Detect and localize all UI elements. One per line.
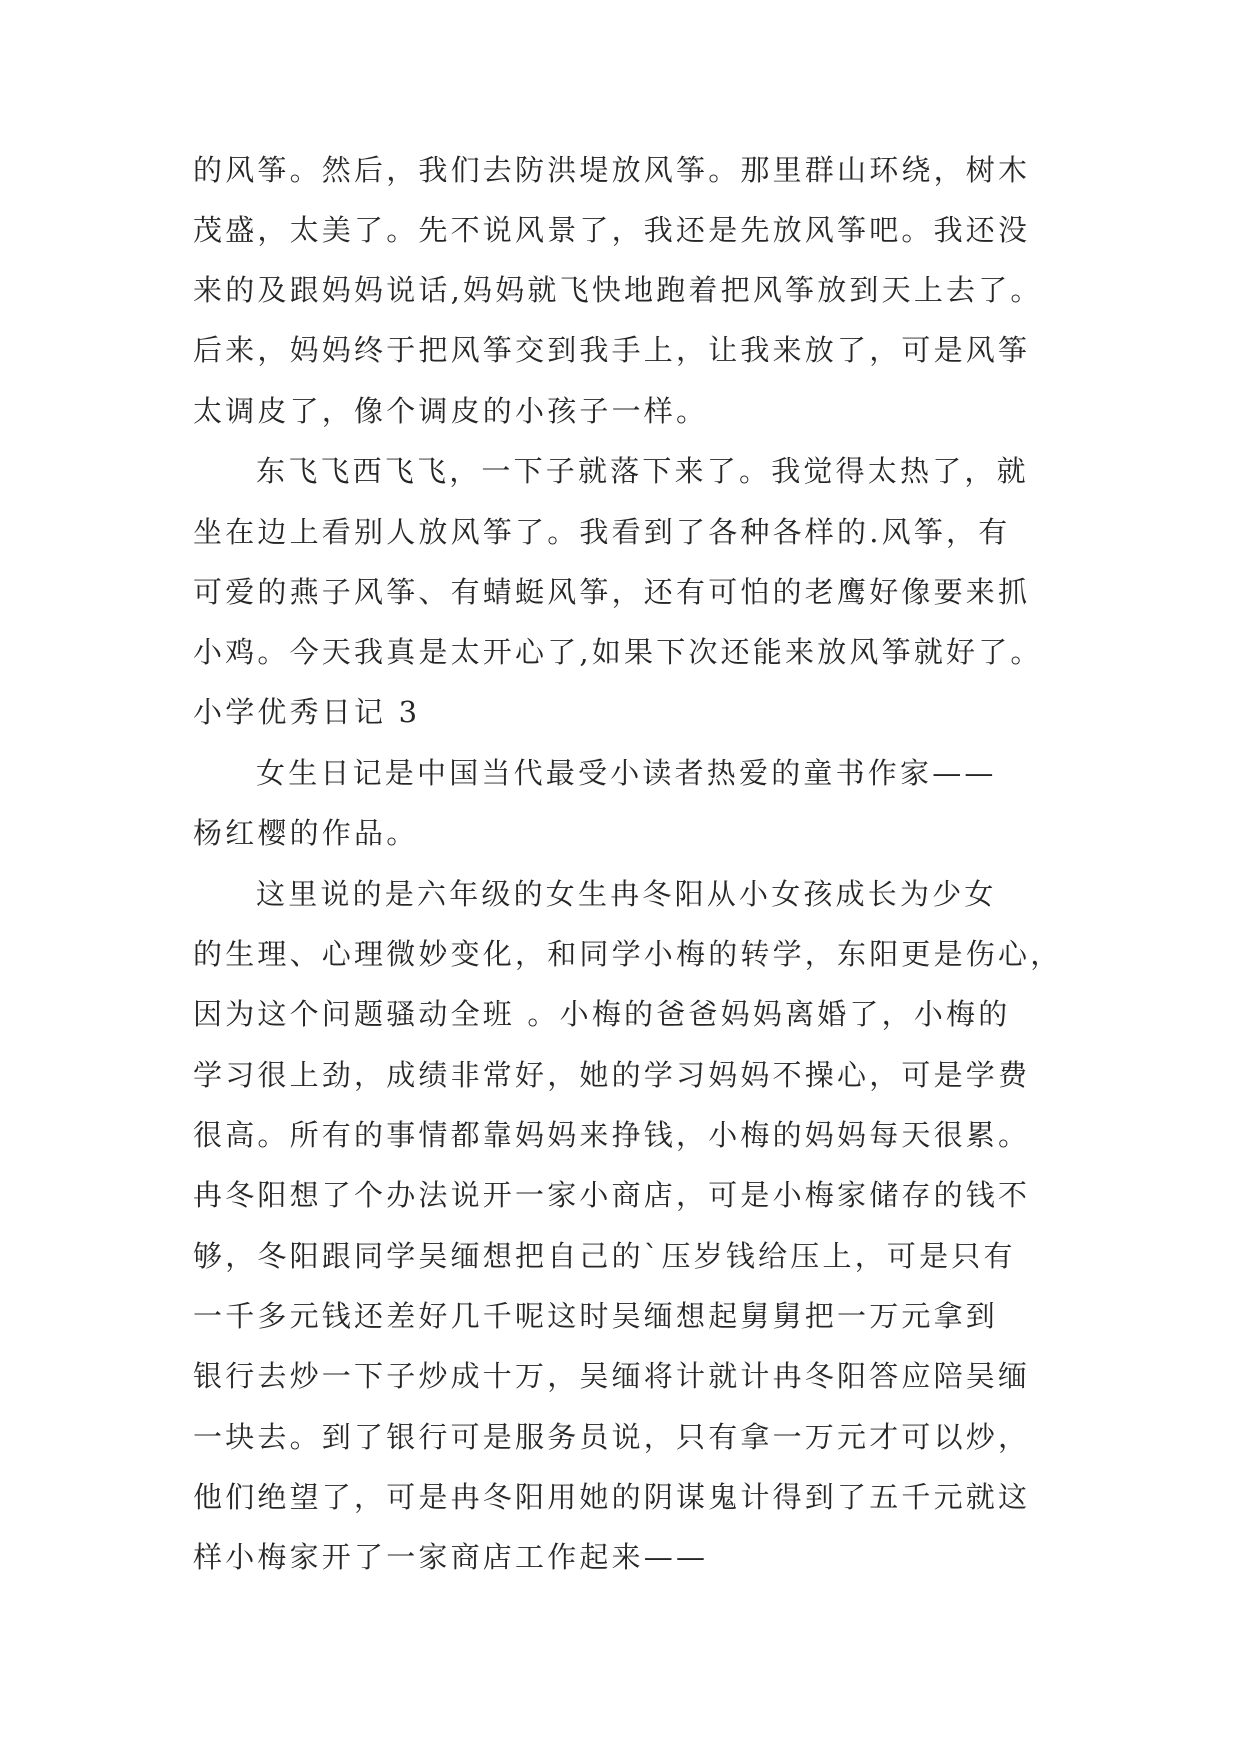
paragraph-start-line: 女生日记是中国当代最受小读者热爱的童书作家——: [256, 756, 997, 790]
text-line: 后来，妈妈终于把风筝交到我手上，让我来放了，可是风筝: [193, 333, 1031, 367]
text-line: 因为这个问题骚动全班 。小梅的爸爸妈妈离婚了，小梅的: [193, 997, 1011, 1031]
text-line: 学习很上劲，成绩非常好，她的学习妈妈不操心，可是学费: [193, 1058, 1031, 1092]
text-line: 杨红樱的作品。: [193, 816, 419, 850]
text-line: 坐在边上看别人放风筝了。我看到了各种各样的.风筝，有: [193, 515, 1011, 549]
text-line: 银行去炒一下子炒成十万，吴缅将计就计冉冬阳答应陪吴缅: [193, 1359, 1031, 1393]
text-line: 的生理、心理微妙变化，和同学小梅的转学，东阳更是伤心，: [193, 937, 1063, 971]
text-line: 的风筝。然后，我们去防洪堤放风筝。那里群山环绕，树木: [193, 153, 1031, 187]
section-title: 小学优秀日记 3: [193, 695, 421, 729]
text-line: 冉冬阳想了个办法说开一家小商店，可是小梅家储存的钱不: [193, 1178, 1031, 1212]
text-line: 小鸡。今天我真是太开心了,如果下次还能来放风筝就好了。: [193, 635, 1043, 669]
paragraph-start-line: 东飞飞西飞飞，一下子就落下来了。我觉得太热了，就: [256, 454, 1029, 488]
text-line: 可爱的燕子风筝、有蜻蜓风筝，还有可怕的老鹰好像要来抓: [193, 575, 1031, 609]
text-line: 来的及跟妈妈说话,妈妈就飞快地跑着把风筝放到天上去了。: [193, 273, 1043, 307]
text-line: 很高。所有的事情都靠妈妈来挣钱，小梅的妈妈每天很累。: [193, 1118, 1031, 1152]
text-line: 茂盛，太美了。先不说风景了，我还是先放风筝吧。我还没: [193, 213, 1031, 247]
text-line: 够，冬阳跟同学吴缅想把自己的`压岁钱给压上，可是只有: [193, 1239, 1016, 1273]
text-line: 样小梅家开了一家商店工作起来——: [193, 1540, 709, 1574]
paragraph-start-line: 这里说的是六年级的女生冉冬阳从小女孩成长为少女: [256, 877, 997, 911]
text-line: 一块去。到了银行可是服务员说，只有拿一万元才可以炒，: [193, 1420, 1031, 1454]
text-line: 一千多元钱还差好几千呢这时吴缅想起舅舅把一万元拿到: [193, 1299, 999, 1333]
text-line: 他们绝望了，可是冉冬阳用她的阴谋鬼计得到了五千元就这: [193, 1480, 1031, 1514]
text-line: 太调皮了，像个调皮的小孩子一样。: [193, 394, 709, 428]
